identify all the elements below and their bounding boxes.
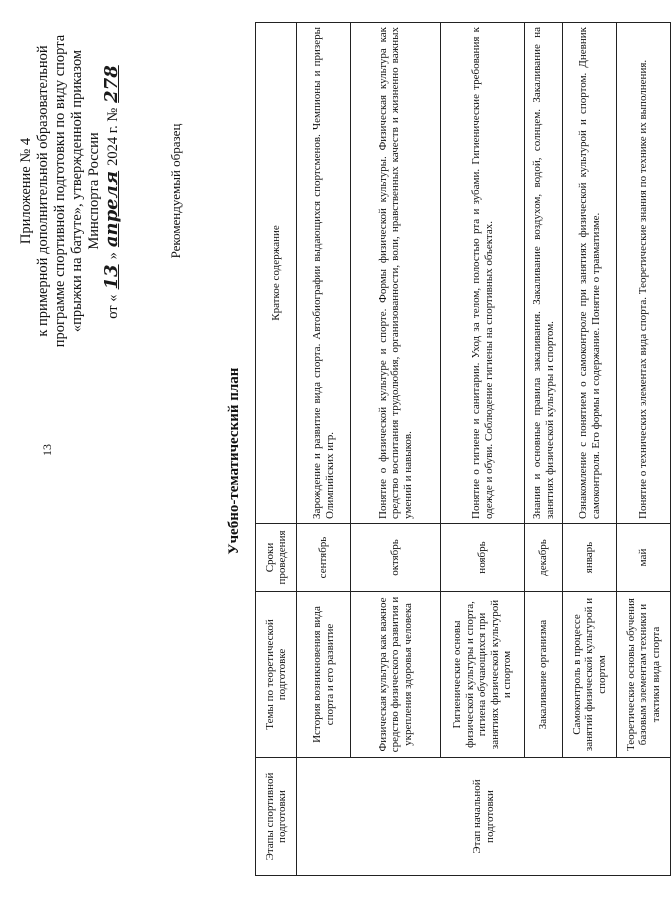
header-term: Сроки проведения	[256, 524, 297, 592]
appendix-line-2: программе спортивной подготовки по виду спорта	[52, 34, 68, 348]
content-cell: Понятие о физической культуре и спорте. Формы физической культуры. Физическая культура как средство воспитания трудолюбия, организованности, воли, нравственных качеств и жизненно важных умений и навыков.	[351, 23, 441, 524]
table-row	[617, 23, 671, 876]
appendix-line-4: Минспорта России	[86, 132, 102, 250]
page-number: 13	[40, 444, 54, 456]
header-stage: Этапы спортивной подготовки	[256, 758, 297, 876]
topic-cell: Гигиенические основы физической культуры и спорта, гигиена обучающихся при занятиях физической культурой и спортом	[441, 592, 525, 758]
thematic-plan-table	[255, 22, 671, 876]
appendix-title: Приложение № 4	[18, 137, 34, 245]
term-cell: май	[617, 524, 671, 592]
topic-cell: Теоретические основы обучения базовым элементам техники и тактики вида спорта	[617, 592, 671, 758]
header-topic: Темы по теоретической подготовке	[256, 592, 297, 758]
order-number: 278	[101, 65, 122, 103]
order-month: апреля	[101, 170, 122, 248]
topic-cell: Закаливание организма	[525, 592, 563, 758]
order-year: 2024 г. №	[105, 107, 121, 166]
content-cell: Знания и основные правила закаливания. Закаливание воздухом, водой, солнцем. Закаливание на занятиях физической культуры и спортом.	[525, 23, 563, 524]
table-row	[563, 23, 617, 876]
content-cell: Понятие о гигиене и санитарии. Уход за телом, полостью рта и зубами. Гигиенические требования к одежде и обуви. Соблюдение гигиены на спортивных объектах.	[441, 23, 525, 524]
content-cell: Зарождение и развитие вида спорта. Автобиографии выдающихся спортсменов. Чемпионы и призеры Олимпийских игр.	[297, 23, 351, 524]
header-content: Краткое содержание	[256, 23, 297, 524]
topic-cell: История возникновения вида спорта и его развитие	[297, 592, 351, 758]
topic-cell: Самоконтроль в процессе занятий физической культурой и спортом	[563, 592, 617, 758]
appendix-line-3: «прыжки на батуте», утвержденной приказом	[69, 49, 85, 333]
order-date-line	[103, 21, 122, 361]
stage-cell: Этап начальной подготовки	[297, 758, 671, 876]
order-day: 13	[101, 264, 122, 290]
content-cell: Ознакомление с понятием о самоконтроле при занятиях физической культурой и спортом. Дневник самоконтроля. Его формы и содержание. Понятие о травматизме.	[563, 23, 617, 524]
appendix-line-1: к примерной дополнительной образовательной	[35, 45, 51, 337]
recommended-sample-label: Рекомендуемый образец	[168, 123, 183, 259]
order-prefix: от «	[105, 294, 121, 319]
table-row	[525, 23, 563, 876]
appendix-header	[18, 21, 122, 361]
order-quote-close: »	[105, 252, 121, 260]
term-cell: октябрь	[351, 524, 441, 592]
term-cell: сентябрь	[297, 524, 351, 592]
term-cell: декабрь	[525, 524, 563, 592]
table-header-row	[256, 23, 297, 876]
plan-title: Учебно-тематический план	[226, 367, 242, 555]
content-cell: Понятие о технических элементах вида спорта. Теоретические знания по технике их выполнения.	[617, 23, 671, 524]
term-cell: январь	[563, 524, 617, 592]
table-row	[351, 23, 441, 876]
topic-cell: Физическая культура как важное средство физического развития и укрепления здоровья человека	[351, 592, 441, 758]
term-cell: ноябрь	[441, 524, 525, 592]
table-row	[441, 23, 525, 876]
table-row	[297, 23, 351, 876]
